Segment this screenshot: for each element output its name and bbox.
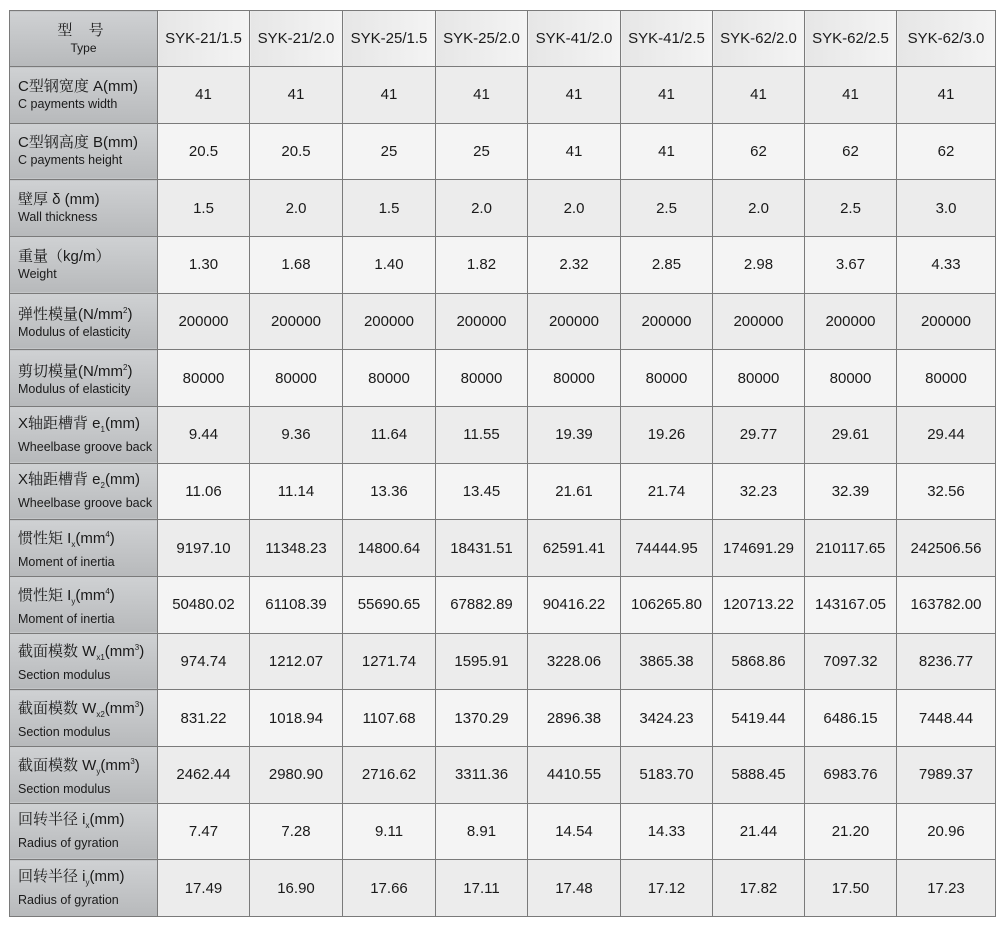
row-label: [10, 803, 158, 860]
row-label-en: Wheelbase groove back: [18, 439, 153, 454]
value-cell: 41: [436, 67, 528, 124]
type-header-cell: [10, 11, 158, 67]
value-cell: 21.20: [805, 803, 897, 860]
row-label-en: C payments height: [18, 153, 123, 168]
value-cell: 2.85: [621, 236, 713, 293]
value-cell: 80000: [158, 350, 250, 407]
row-label-unit-close: ): [127, 306, 133, 324]
row-label-en: Wall thickness: [18, 210, 98, 225]
table-body: [10, 67, 996, 917]
row-label-zh-main: X轴距槽背 e: [18, 414, 101, 432]
value-cell: 174691.29: [713, 520, 805, 577]
value-cell: 41: [621, 123, 713, 180]
spec-table: [9, 10, 996, 917]
model-header-syk-21-2-0: SYK-21/2.0: [250, 11, 343, 67]
row-label-subscript: x1: [96, 653, 105, 663]
row-label-zh-main: 惯性矩 I: [18, 586, 72, 604]
row-label-en: Radius of gyration: [18, 836, 119, 851]
value-cell: 67882.89: [436, 576, 528, 633]
value-cell: 3.67: [805, 236, 897, 293]
value-cell: 62: [805, 123, 897, 180]
value-cell: 2716.62: [343, 746, 436, 803]
value-cell: 41: [805, 67, 897, 124]
value-cell: 17.48: [528, 860, 621, 917]
value-cell: 25: [343, 123, 436, 180]
row-label-en: Section modulus: [18, 781, 111, 796]
row-label: [10, 350, 158, 407]
value-cell: 2.0: [250, 180, 343, 237]
row-label-unit: (mm: [104, 700, 135, 718]
value-cell: 1.30: [158, 236, 250, 293]
value-cell: 200000: [713, 293, 805, 350]
row-label: [10, 236, 158, 293]
value-cell: 3.0: [897, 180, 996, 237]
row-label-en: Section modulus: [18, 668, 111, 683]
row-label-subscript: x: [85, 821, 90, 831]
table-row: [10, 633, 996, 690]
row-label-zh: [18, 414, 157, 439]
value-cell: 80000: [805, 350, 897, 407]
type-header-en: Type: [70, 40, 97, 55]
value-cell: 55690.65: [343, 576, 436, 633]
row-label-superscript: 3: [130, 756, 135, 766]
row-label-zh: [18, 867, 157, 892]
value-cell: 200000: [436, 293, 528, 350]
row-label-zh: [18, 638, 157, 667]
row-label-unit: (mm: [75, 586, 106, 604]
value-cell: 7.47: [158, 803, 250, 860]
row-label: [10, 576, 158, 633]
row-label: [10, 690, 158, 747]
row-label-subscript: y: [96, 766, 101, 776]
value-cell: 41: [897, 67, 996, 124]
row-label-subscript: 2: [100, 481, 105, 491]
table-row: [10, 123, 996, 180]
value-cell: 1.40: [343, 236, 436, 293]
row-label-subscript: y: [71, 596, 76, 606]
row-label-unit: (mm): [89, 868, 125, 886]
value-cell: 61108.39: [250, 576, 343, 633]
row-label-zh-main: 壁厚 δ (mm): [18, 191, 100, 209]
row-label-superscript: 3: [134, 643, 140, 653]
value-cell: 3311.36: [436, 746, 528, 803]
value-cell: 3865.38: [621, 633, 713, 690]
value-cell: 17.12: [621, 860, 713, 917]
row-label-zh-main: 弹性模量(N/mm: [18, 306, 123, 324]
value-cell: 80000: [343, 350, 436, 407]
value-cell: 17.49: [158, 860, 250, 917]
value-cell: 29.44: [897, 406, 996, 463]
row-label-unit: (mm: [75, 530, 106, 548]
value-cell: 50480.02: [158, 576, 250, 633]
value-cell: 1271.74: [343, 633, 436, 690]
row-label-zh: [18, 582, 157, 611]
value-cell: 106265.80: [621, 576, 713, 633]
row-label: [10, 633, 158, 690]
table-row: [10, 406, 996, 463]
row-label-zh: [18, 695, 157, 724]
model-header-syk-21-1-5: SYK-21/1.5: [158, 11, 250, 67]
table-row: [10, 463, 996, 520]
value-cell: 1.82: [436, 236, 528, 293]
row-label-en: Modulus of elasticity: [18, 382, 131, 397]
value-cell: 1370.29: [436, 690, 528, 747]
row-label-en: Modulus of elasticity: [18, 325, 131, 340]
value-cell: 200000: [158, 293, 250, 350]
value-cell: 14.33: [621, 803, 713, 860]
table-row: [10, 350, 996, 407]
row-label: [10, 293, 158, 350]
row-label-en: Radius of gyration: [18, 893, 119, 908]
value-cell: 11.64: [343, 406, 436, 463]
value-cell: 2.0: [713, 180, 805, 237]
value-cell: 80000: [713, 350, 805, 407]
value-cell: 7448.44: [897, 690, 996, 747]
value-cell: 7989.37: [897, 746, 996, 803]
value-cell: 200000: [528, 293, 621, 350]
row-label: [10, 67, 158, 124]
table-row: [10, 746, 996, 803]
value-cell: 32.39: [805, 463, 897, 520]
value-cell: 17.11: [436, 860, 528, 917]
row-label-en: Weight: [18, 266, 57, 281]
value-cell: 1595.91: [436, 633, 528, 690]
value-cell: 163782.00: [897, 576, 996, 633]
value-cell: 9.44: [158, 406, 250, 463]
row-label-unit-close: ): [139, 643, 145, 661]
row-label: [10, 463, 158, 520]
value-cell: 11.06: [158, 463, 250, 520]
value-cell: 25: [436, 123, 528, 180]
value-cell: 2.32: [528, 236, 621, 293]
value-cell: 8236.77: [897, 633, 996, 690]
type-header-zh: 型 号: [57, 21, 110, 39]
value-cell: 11.55: [436, 406, 528, 463]
value-cell: 200000: [343, 293, 436, 350]
value-cell: 5419.44: [713, 690, 805, 747]
value-cell: 2.98: [713, 236, 805, 293]
table-row: [10, 180, 996, 237]
model-header-syk-41-2-5: SYK-41/2.5: [621, 11, 713, 67]
row-label-zh: [18, 752, 157, 781]
value-cell: 4.33: [897, 236, 996, 293]
value-cell: 13.45: [436, 463, 528, 520]
value-cell: 2.5: [621, 180, 713, 237]
value-cell: 5888.45: [713, 746, 805, 803]
value-cell: 41: [713, 67, 805, 124]
value-cell: 5868.86: [713, 633, 805, 690]
row-label-unit: (mm: [100, 756, 131, 774]
row-label-subscript: 1: [100, 424, 105, 434]
value-cell: 2.0: [436, 180, 528, 237]
row-label-unit-close: ): [109, 530, 115, 548]
row-label-zh: [18, 301, 157, 324]
value-cell: 62: [713, 123, 805, 180]
header-row: [10, 11, 996, 67]
row-label-unit-close: ): [127, 363, 133, 381]
value-cell: 80000: [250, 350, 343, 407]
row-label-unit: (mm): [104, 471, 140, 489]
row-label-zh: [18, 810, 157, 835]
value-cell: 210117.65: [805, 520, 897, 577]
value-cell: 17.23: [897, 860, 996, 917]
value-cell: 14800.64: [343, 520, 436, 577]
value-cell: 9.36: [250, 406, 343, 463]
row-label: [10, 520, 158, 577]
spec-table-container: [9, 10, 995, 916]
row-label-subscript: x2: [96, 710, 105, 720]
row-label-unit: (mm: [104, 643, 135, 661]
value-cell: 143167.05: [805, 576, 897, 633]
row-label-superscript: 2: [123, 363, 128, 373]
value-cell: 19.26: [621, 406, 713, 463]
row-label-zh-main: 截面模数 W: [18, 643, 97, 661]
value-cell: 6983.76: [805, 746, 897, 803]
value-cell: 19.39: [528, 406, 621, 463]
value-cell: 5183.70: [621, 746, 713, 803]
value-cell: 3424.23: [621, 690, 713, 747]
row-label-superscript: 2: [123, 306, 128, 316]
row-label: [10, 406, 158, 463]
row-label-zh: [18, 77, 157, 96]
value-cell: 90416.22: [528, 576, 621, 633]
row-label-zh: [18, 358, 157, 381]
model-header-syk-25-1-5: SYK-25/1.5: [343, 11, 436, 67]
table-row: [10, 690, 996, 747]
row-label-zh: [18, 190, 157, 209]
value-cell: 7.28: [250, 803, 343, 860]
row-label-unit-close: ): [134, 756, 140, 774]
row-label: [10, 123, 158, 180]
value-cell: 74444.95: [621, 520, 713, 577]
table-row: [10, 860, 996, 917]
value-cell: 20.5: [158, 123, 250, 180]
row-label-unit: (mm): [89, 811, 125, 829]
value-cell: 32.56: [897, 463, 996, 520]
value-cell: 29.61: [805, 406, 897, 463]
row-label: [10, 180, 158, 237]
row-label-en: Section modulus: [18, 725, 111, 740]
model-header-syk-62-2-5: SYK-62/2.5: [805, 11, 897, 67]
value-cell: 1.5: [158, 180, 250, 237]
table-row: [10, 293, 996, 350]
value-cell: 2896.38: [528, 690, 621, 747]
row-label-zh-main: 回转半径 i: [18, 868, 86, 886]
value-cell: 41: [621, 67, 713, 124]
row-label-en: Wheelbase groove back: [18, 496, 153, 511]
value-cell: 200000: [897, 293, 996, 350]
value-cell: 80000: [897, 350, 996, 407]
value-cell: 21.74: [621, 463, 713, 520]
value-cell: 8.91: [436, 803, 528, 860]
value-cell: 9.11: [343, 803, 436, 860]
value-cell: 11348.23: [250, 520, 343, 577]
value-cell: 18431.51: [436, 520, 528, 577]
row-label-superscript: 3: [134, 700, 140, 710]
value-cell: 20.96: [897, 803, 996, 860]
value-cell: 17.66: [343, 860, 436, 917]
row-label-unit: (mm): [104, 414, 140, 432]
value-cell: 32.23: [713, 463, 805, 520]
row-label: [10, 746, 158, 803]
value-cell: 41: [158, 67, 250, 124]
table-row: [10, 803, 996, 860]
value-cell: 41: [528, 123, 621, 180]
value-cell: 17.50: [805, 860, 897, 917]
value-cell: 41: [343, 67, 436, 124]
value-cell: 21.61: [528, 463, 621, 520]
value-cell: 1107.68: [343, 690, 436, 747]
row-label-zh-main: X轴距槽背 e: [18, 471, 101, 489]
row-label-zh-main: 截面模数 W: [18, 700, 97, 718]
value-cell: 21.44: [713, 803, 805, 860]
row-label-subscript: x: [71, 540, 76, 550]
value-cell: 200000: [621, 293, 713, 350]
model-header-syk-25-2-0: SYK-25/2.0: [436, 11, 528, 67]
row-label-zh: [18, 525, 157, 554]
value-cell: 80000: [528, 350, 621, 407]
row-label-zh-main: 回转半径 i: [18, 811, 86, 829]
row-label-zh-main: 惯性矩 I: [18, 530, 72, 548]
row-label-zh-main: 截面模数 W: [18, 756, 97, 774]
row-label-zh-main: 剪切模量(N/mm: [18, 363, 123, 381]
value-cell: 13.36: [343, 463, 436, 520]
value-cell: 2980.90: [250, 746, 343, 803]
table-row: [10, 236, 996, 293]
value-cell: 831.22: [158, 690, 250, 747]
value-cell: 62: [897, 123, 996, 180]
row-label-superscript: 4: [105, 586, 110, 596]
value-cell: 1.68: [250, 236, 343, 293]
table-row: [10, 520, 996, 577]
value-cell: 200000: [805, 293, 897, 350]
row-label-zh: [18, 470, 157, 495]
row-label-zh-main: C型钢宽度 A(mm): [18, 77, 138, 95]
row-label-en: C payments width: [18, 96, 118, 111]
value-cell: 29.77: [713, 406, 805, 463]
row-label-unit-close: ): [139, 700, 145, 718]
row-label-unit-close: ): [109, 586, 115, 604]
value-cell: 200000: [250, 293, 343, 350]
value-cell: 2462.44: [158, 746, 250, 803]
value-cell: 1018.94: [250, 690, 343, 747]
value-cell: 41: [528, 67, 621, 124]
row-label: [10, 860, 158, 917]
value-cell: 41: [250, 67, 343, 124]
value-cell: 7097.32: [805, 633, 897, 690]
value-cell: 2.5: [805, 180, 897, 237]
value-cell: 2.0: [528, 180, 621, 237]
value-cell: 17.82: [713, 860, 805, 917]
value-cell: 80000: [436, 350, 528, 407]
value-cell: 1212.07: [250, 633, 343, 690]
row-label-zh-main: C型钢高度 B(mm): [18, 134, 138, 152]
value-cell: 242506.56: [897, 520, 996, 577]
value-cell: 16.90: [250, 860, 343, 917]
row-label-en: Moment of inertia: [18, 611, 115, 626]
value-cell: 80000: [621, 350, 713, 407]
value-cell: 120713.22: [713, 576, 805, 633]
row-label-zh: [18, 247, 157, 266]
value-cell: 6486.15: [805, 690, 897, 747]
value-cell: 9197.10: [158, 520, 250, 577]
model-header-syk-41-2-0: SYK-41/2.0: [528, 11, 621, 67]
value-cell: 11.14: [250, 463, 343, 520]
value-cell: 3228.06: [528, 633, 621, 690]
value-cell: 20.5: [250, 123, 343, 180]
value-cell: 974.74: [158, 633, 250, 690]
model-header-syk-62-2-0: SYK-62/2.0: [713, 11, 805, 67]
row-label-subscript: y: [85, 878, 90, 888]
table-row: [10, 576, 996, 633]
row-label-superscript: 4: [105, 530, 110, 540]
table-row: [10, 67, 996, 124]
row-label-zh-main: 重量（kg/m）: [18, 247, 111, 265]
row-label-en: Moment of inertia: [18, 555, 115, 570]
value-cell: 14.54: [528, 803, 621, 860]
value-cell: 1.5: [343, 180, 436, 237]
model-header-syk-62-3-0: SYK-62/3.0: [897, 11, 996, 67]
value-cell: 62591.41: [528, 520, 621, 577]
row-label-zh: [18, 133, 157, 152]
value-cell: 4410.55: [528, 746, 621, 803]
